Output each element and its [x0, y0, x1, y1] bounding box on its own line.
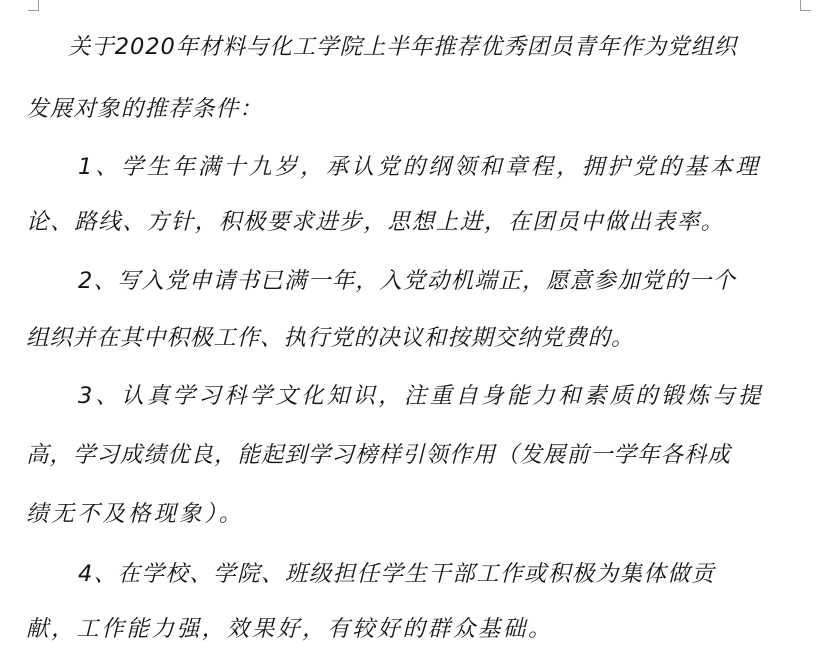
- document-title-line-1: 关于2020年材料与化工学院上半年推荐优秀团员青年作为党组织: [68, 34, 738, 60]
- condition-3-line-3: 绩无不及格现象）。: [26, 501, 245, 527]
- page-margin-corner-left: [28, 0, 39, 11]
- condition-3-line-2: 高，学习成绩优良，能起到学习榜样引领作用（发展前一学年各科成: [26, 442, 732, 468]
- condition-1-line-2: 论、路线、方针，积极要求进步，思想上进，在团员中做出表率。: [26, 209, 725, 235]
- condition-3-line-1: 3、认真学习科学文化知识，注重自身能力和素质的锻炼与提: [78, 383, 764, 409]
- condition-1-line-1: 1、学生年满十九岁，承认党的纲领和章程，拥护党的基本理: [78, 154, 762, 180]
- condition-2-line-1: 2、写入党申请书已满一年，入党动机端正，愿意参加党的一个: [78, 268, 737, 294]
- condition-4-line-1: 4、在学校、学院、班级担任学生干部工作或积极为集体做贡: [78, 561, 716, 587]
- page-margin-corner-right: [800, 0, 811, 11]
- condition-4-line-2: 献，工作能力强，效果好，有较好的群众基础。: [26, 616, 554, 642]
- document-title-line-2: 发展对象的推荐条件：: [26, 96, 264, 122]
- condition-2-line-2: 组织并在其中积极工作、执行党的决议和按期交纳党费的。: [26, 325, 635, 351]
